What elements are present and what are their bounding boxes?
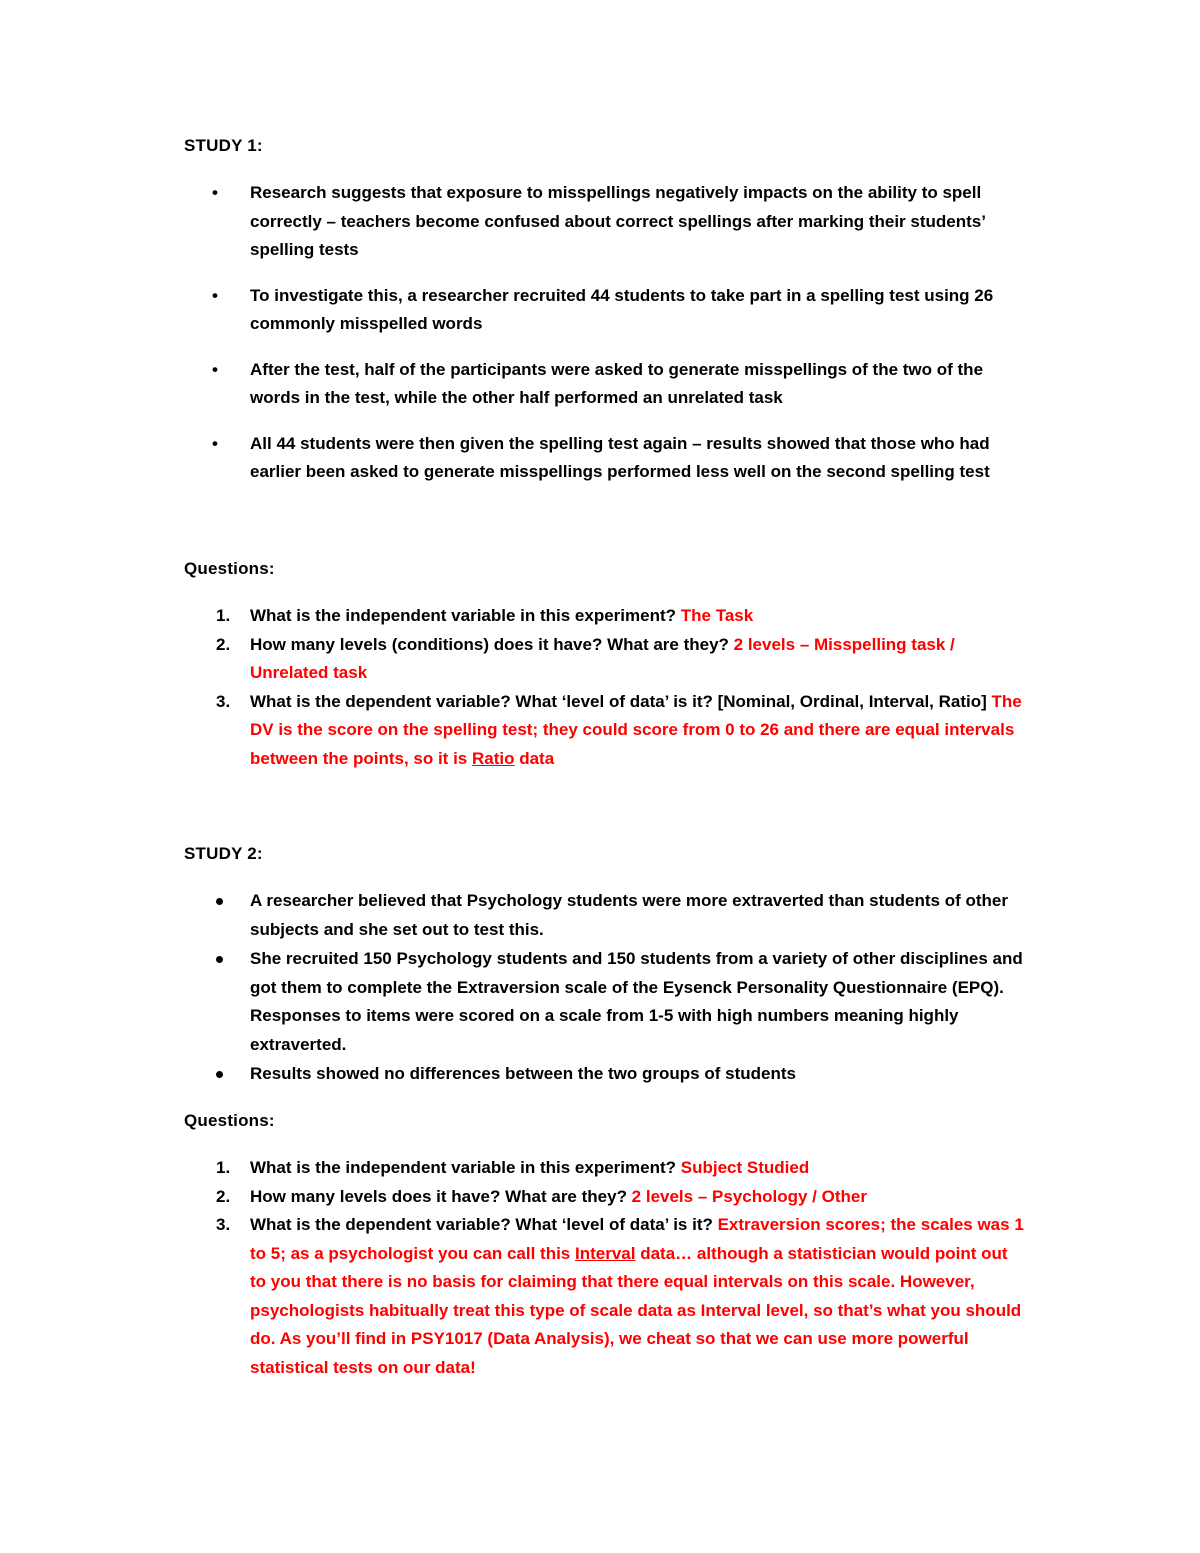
question-text: What is the dependent variable? What ‘level of data’ is it? (250, 1215, 718, 1234)
question-text: What is the independent variable in this experiment? (250, 606, 681, 625)
bullet-text: Results showed no differences between the two groups of students (250, 1064, 796, 1083)
question-item (184, 1154, 1024, 1183)
bullet-text: To investigate this, a researcher recruited 44 students to take part in a spelling test using 26 commonly misspelled words (250, 285, 994, 333)
question-number: 3. (216, 1215, 231, 1234)
answer-text: 2 levels – Psychology / Other (631, 1186, 867, 1206)
list-item (184, 179, 1024, 265)
bullet-icon (216, 1071, 223, 1078)
list-item (184, 945, 1024, 1059)
answer-text: The Task (680, 606, 754, 625)
list-item (184, 356, 1024, 413)
question-text: How many levels does it have? What are they? (250, 1186, 632, 1206)
bullet-icon (216, 898, 223, 905)
question-number: 1. (216, 606, 231, 625)
question-item (184, 1211, 1024, 1382)
bullet-text: All 44 students were then given the spelling test again – results showed that those who had earlier been asked to generate misspellings performed less well on the second spelling test (250, 433, 990, 481)
answer-text: 2 levels – Misspelling task / Unrelated task (250, 634, 955, 682)
question-number: 2. (216, 634, 231, 654)
question-number: 2. (216, 1186, 231, 1206)
bullet-text: Research suggests that exposure to misspellings negatively impacts on the ability to spell correctly – teachers become confused about correct spellings after marking their students’ spelling tests (250, 183, 986, 259)
bullet-icon: • (212, 359, 218, 379)
answer-text-end: data… although a statistician would point out to you that there is no basis for claiming that there equal intervals on this scale. However, psychologists habitually treat this type of scale data as Interval level, so that’s what you should do. As you’ll find in PSY1017 (Data Analysis), we cheat so that we can use more powerful statistical tests on our data! (250, 1243, 1022, 1377)
study-1-question-list (184, 602, 1024, 773)
question-item (184, 688, 1024, 774)
question-number: 1. (216, 1158, 231, 1177)
study-1-heading: STUDY 1: (184, 136, 263, 155)
question-item (184, 1183, 1024, 1212)
bullet-text: After the test, half of the participants were asked to generate misspellings of the two of the words in the test, while the other half performed an unrelated task (250, 359, 984, 407)
question-text: How many levels (conditions) does it have? What are they? (250, 634, 734, 654)
question-number: 3. (216, 691, 231, 711)
study-2-question-list (184, 1154, 1024, 1382)
list-item (184, 282, 1024, 339)
list-item (184, 1060, 1024, 1089)
study-2-heading: STUDY 2: (184, 844, 263, 863)
study-1-bullet-list (184, 179, 1024, 504)
bullet-text: A researcher believed that Psychology students were more extraverted than students of other subjects and she set out to test this. (250, 891, 1008, 939)
question-item (184, 631, 1024, 688)
answer-text: Extraversion scores; the scales was 1 to 5; as a psychologist you can call this (250, 1215, 1024, 1263)
study-2-questions-heading: Questions: (184, 1111, 275, 1130)
bullet-icon: • (212, 433, 218, 453)
bullet-icon: • (212, 183, 218, 202)
answer-text: The DV is the score on the spelling test; they could score from 0 to 26 and there are equal intervals between the points, so it is (250, 691, 1022, 768)
question-text: What is the independent variable in this experiment? (250, 1158, 681, 1177)
study-2-bullet-list (184, 887, 1024, 1090)
list-item (184, 430, 1024, 487)
bullet-icon: • (212, 285, 218, 305)
answer-underlined-term: Ratio (471, 748, 515, 768)
question-item (184, 602, 1024, 631)
answer-underlined-term: Interval (574, 1243, 636, 1263)
bullet-icon (216, 956, 223, 963)
answer-text-end: data (514, 748, 555, 768)
answer-text: Subject Studied (680, 1158, 810, 1177)
list-item (184, 887, 1024, 944)
bullet-text: She recruited 150 Psychology students and 150 students from a variety of other disciplines and got them to complete the Extraversion scale of the Eysenck Personality Questionnaire (EPQ). Responses to items were scored on a scale from 1-5 with high numbers meaning highly extraverted. (250, 949, 1023, 1054)
study-1-questions-heading: Questions: (184, 559, 275, 578)
question-text: What is the dependent variable? What ‘level of data’ is it? [Nominal, Ordinal, Interval, Ratio] (250, 691, 992, 711)
